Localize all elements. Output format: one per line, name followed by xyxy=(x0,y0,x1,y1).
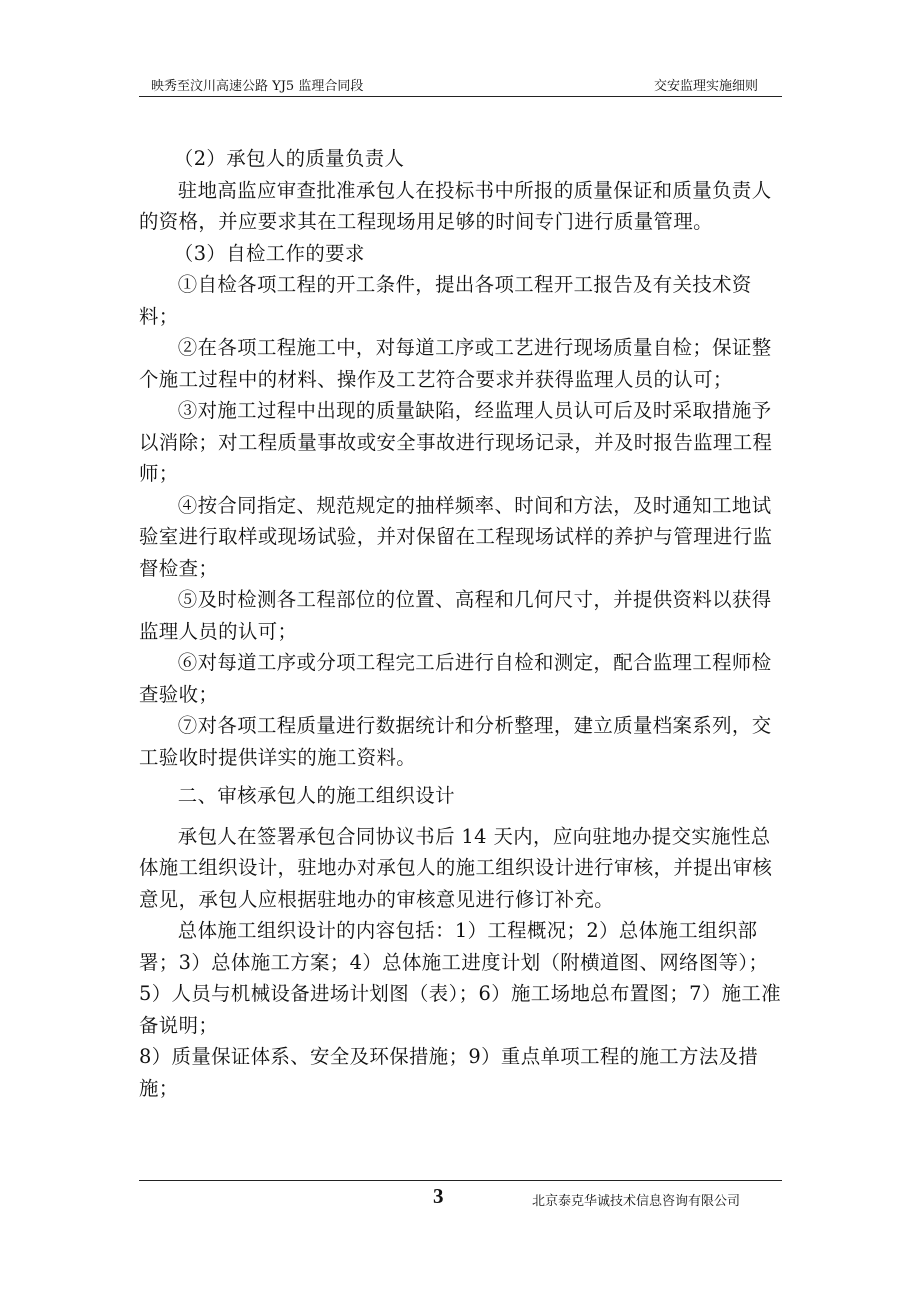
footer-company: 北京泰克华诚技术信息咨询有限公司 xyxy=(532,1194,741,1209)
footer-divider xyxy=(139,1180,782,1181)
list-item: ①自检各项工程的开工条件，提出各项工程开工报告及有关技术资料； xyxy=(139,273,752,328)
list-item: ⑥对每道工序或分项工程完工后进行自检和测定，配合监理工程师检查验收； xyxy=(139,651,772,706)
section-heading: 二、审核承包人的施工组织设计 xyxy=(177,784,455,807)
paragraph: 承包人在签署承包合同协议书后 14 天内，应向驻地办提交实施性总体施工组织设计，驻地办对承包人的施工组织设计进行审核，并提出审核意见，承包人应根据驻地办的审核意见进行修订补充。 xyxy=(139,824,773,911)
list-item: ⑤及时检测各工程部位的位置、高程和几何尺寸，并提供资料以获得监理人员的认可； xyxy=(139,588,772,643)
paragraph: 驻地高监应审查批准承包人在投标书中所报的质量保证和质量负责人的资格，并应要求其在工程现场用足够的时间专门进行质量管理。 xyxy=(139,178,772,233)
header-document-title: 交安监理实施细则 xyxy=(653,79,758,94)
header-project-title: 映秀至汶川高速公路 YJ5 监理合同段 xyxy=(151,79,364,94)
list-item: ⑦对各项工程质量进行数据统计和分析整理，建立质量档案系列，交工验收时提供详实的施工资料。 xyxy=(139,714,772,769)
list-item: ③对施工过程中出现的质量缺陷，经监理人员认可后及时采取措施予以消除；对工程质量事故或安全事故进行现场记录，并及时报告监理工程师； xyxy=(139,399,773,485)
page-header xyxy=(139,74,782,97)
list-item: ④按合同指定、规范规定的抽样频率、时间和方法，及时通知工地试验室进行取样或现场试验，并对保留在工程现场试样的养护与管理进行监督检查； xyxy=(139,493,773,580)
page-number: 3 xyxy=(433,1184,444,1208)
paragraph: 8）质量保证体系、安全及环保措施；9）重点单项工程的施工方法及措施； xyxy=(139,1045,759,1100)
paragraph: 总体施工组织设计的内容包括：1）工程概况；2）总体施工组织部署；3）总体施工方案；4）总体施工进度计划（附横道图、网络图等）；5）人员与机械设备进场计划图（表）；6）施工场地总布置图；7）施工准备说明； xyxy=(139,919,782,1037)
subheading-self-inspection: （3）自检工作的要求 xyxy=(173,241,365,265)
subheading-quality-manager: （2）承包人的质量负责人 xyxy=(173,147,405,170)
list-item: ②在各项工程施工中，对每道工序或工艺进行现场质量自检；保证整个施工过程中的材料、操作及工艺符合要求并获得监理人员的认可； xyxy=(139,336,772,391)
document-body xyxy=(139,143,789,1104)
